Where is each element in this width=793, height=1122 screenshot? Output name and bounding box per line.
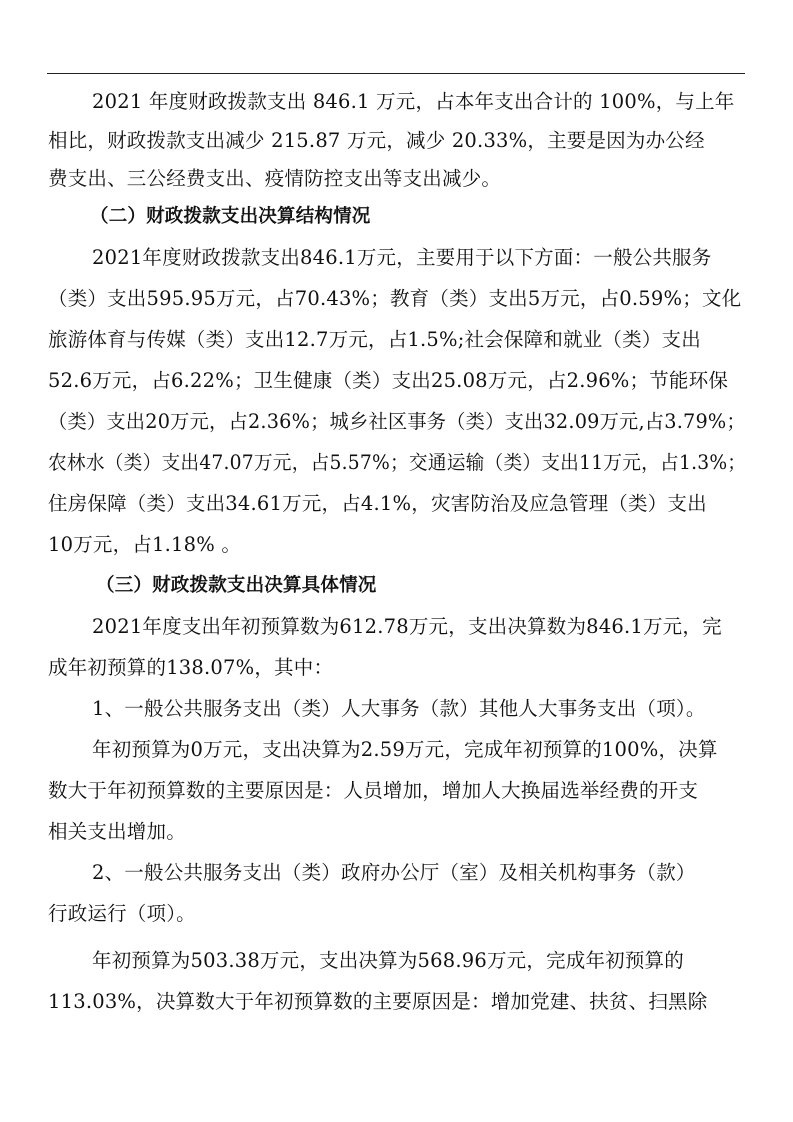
body-text-line: 年初预算为0万元，支出决算为2.59万元，完成年初预算的100%，决算 (92, 738, 718, 761)
body-text-line: 旅游体育与传媒（类）支出12.7万元，占1.5%;社会保障和就业（类）支出 (48, 328, 701, 351)
header-rule (47, 73, 745, 74)
body-text-line: 2021 年度财政拨款支出 846.1 万元，占本年支出合计的 100%，与上年 (92, 90, 735, 113)
section-heading-2: （二）财政拨款支出决算结构情况 (90, 206, 371, 227)
body-text-line: 费支出、三公经费支出、疫情防控支出等支出减少。 (48, 167, 502, 190)
body-text-line: 成年初预算的138.07%，其中： (48, 656, 334, 679)
body-text-line: 52.6万元，占6.22%；卫生健康（类）支出25.08万元，占2.96%；节能环保 (48, 369, 729, 392)
section-heading-3: （三）财政拨款支出决算具体情况 (96, 575, 377, 596)
body-text-line: 2021年度财政拨款支出846.1万元，主要用于以下方面：一般公共服务 (92, 246, 712, 269)
body-text-line: 113.03%，决算数大于年初预算数的主要原因是：增加党建、扶贫、扫黑除 (48, 990, 708, 1013)
item-title: 行政运行（项）。 (48, 902, 196, 925)
body-text-line: 数大于年初预算数的主要原因是：人员增加，增加人大换届选举经费的开支 (48, 779, 699, 802)
body-text-line: 相比，财政拨款支出减少 215.87 万元，减少 20.33%，主要是因为办公经 (48, 129, 705, 152)
body-text-line: 农林水（类）支出47.07万元，占5.57%；交通运输（类）支出11万元，占1.3%； (48, 451, 747, 474)
body-text-line: 10万元，占1.18% 。 (48, 533, 242, 556)
body-text-line: （类）支出595.95万元，占70.43%；教育（类）支出5万元，占0.59%；文化 (48, 287, 742, 310)
item-title: 1、一般公共服务支出（类）人大事务（款）其他人大事务支出（项）。 (92, 697, 706, 720)
body-text-line: 住房保障（类）支出34.61万元，占4.1%，灾害防治及应急管理（类）支出 (48, 492, 707, 515)
body-text-line: （类）支出20万元，占2.36%；城乡社区事务（类）支出32.09万元,占3.79%； (48, 410, 746, 433)
item-title: 2、一般公共服务支出（类）政府办公厅（室）及相关机构事务（款） (92, 861, 696, 884)
body-text-line: 年初预算为503.38万元，支出决算为568.96万元，完成年初预算的 (92, 949, 684, 972)
body-text-line: 2021年度支出年初预算数为612.78万元，支出决算数为846.1万元，完 (92, 615, 722, 638)
body-text-line: 相关支出增加。 (48, 820, 186, 843)
